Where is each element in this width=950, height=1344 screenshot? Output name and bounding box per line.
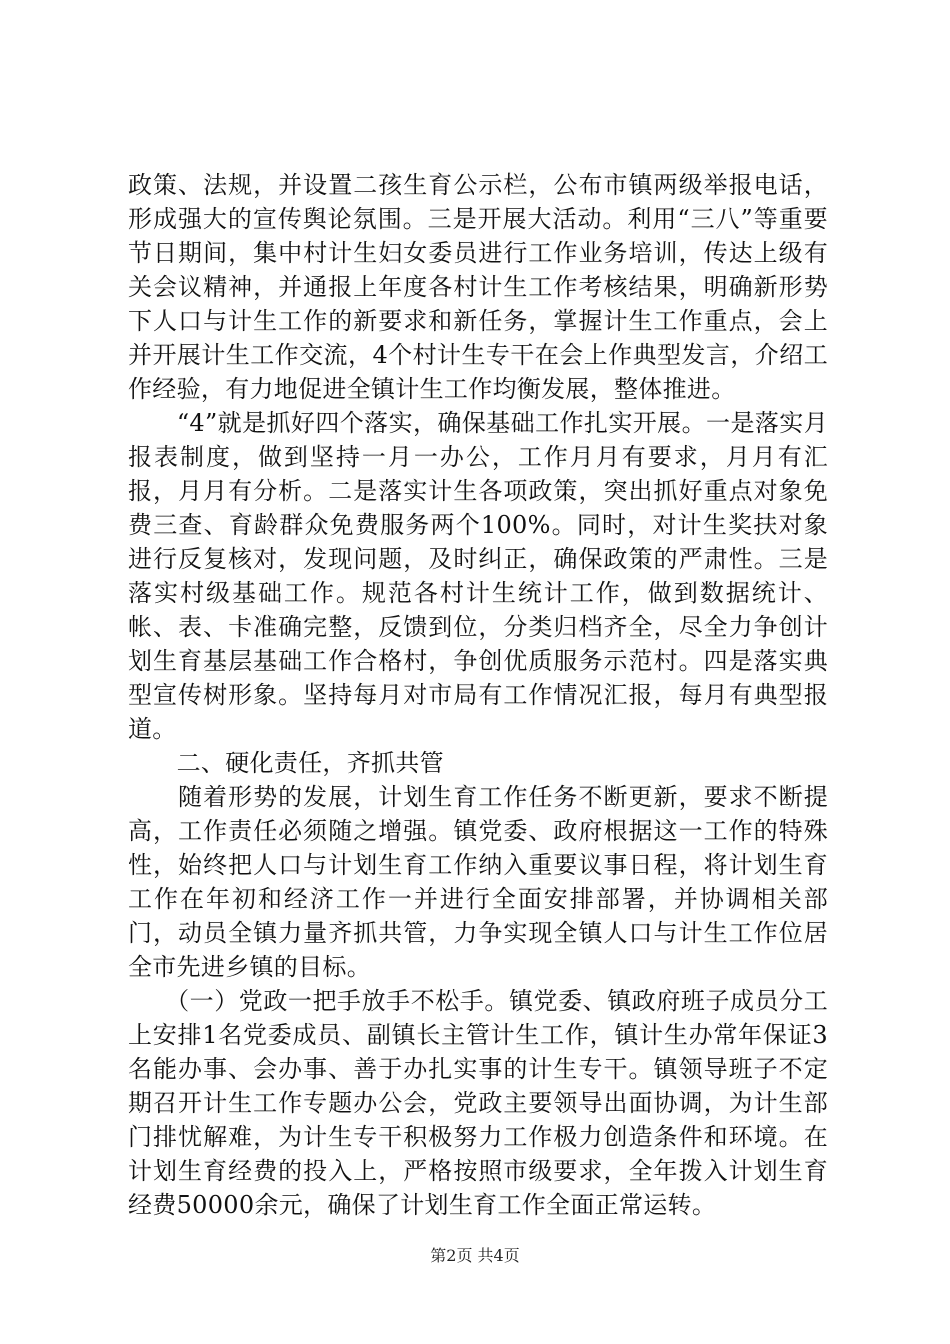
page-footer <box>0 1246 950 1266</box>
page-number-label: 第2页 共4页 <box>430 1246 520 1265</box>
paragraph-responsibility: 随着形势的发展，计划生育工作任务不断更新，要求不断提高，工作责任必须随之增强。镇党委、政府根据这一工作的特殊性，始终把人口与计划生育工作纳入重要议事日程，将计划生育工作在年初和经济工作一并进行全面安排部署，并协调相关部门，动员全镇力量齐抓共管，力争实现全镇人口与计生工作位居全市先进乡镇的目标。 <box>128 783 828 981</box>
paragraph-four-implementations: “4”就是抓好四个落实，确保基础工作扎实开展。一是落实月报表制度，做到坚持一月一办公，工作月月有要求，月月有汇报，月月有分析。二是落实计生各项政策，突出抓好重点对象免费三查、育龄群众免费服务两个100%。同时，对计生奖扶对象进行反复核对，发现问题，及时纠正，确保政策的严肃性。三是落实村级基础工作。规范各村计生统计工作，做到数据统计、帐、表、卡准确完整，反馈到位，分类归档齐全，尽全力争创计划生育基层基础工作合格村，争创优质服务示范村。四是落实典型宣传树形象。坚持每月对市局有工作情况汇报，每月有典型报道。 <box>128 409 828 743</box>
paragraph-publicity: 政策、法规，并设置二孩生育公示栏，公布市镇两级举报电话，形成强大的宣传舆论氛围。三是开展大活动。利用“三八”等重要节日期间，集中村计生妇女委员进行工作业务培训，传达上级有关会议精神，并通报上年度各村计生工作考核结果，明确新形势下人口与计生工作的新要求和新任务，掌握计生工作重点，会上并开展计生工作交流，4个村计生专干在会上作典型发言，介绍工作经验，有力地促进全镇计生工作均衡发展，整体推进。 <box>128 171 828 403</box>
document-body <box>128 168 828 1222</box>
section-heading-responsibility: 二、硬化责任，齐抓共管 <box>128 749 444 777</box>
paragraph-party-leadership: （一）党政一把手放手不松手。镇党委、镇政府班子成员分工上安排1名党委成员、副镇长主管计生工作，镇计生办常年保证3名能办事、会办事、善于办扎实事的计生专干。镇领导班子不定期召开计生工作专题办公会，党政主要领导出面协调，为计生部门排忧解难，为计生专干积极努力工作极力创造条件和环境。在计划生育经费的投入上，严格按照市级要求，全年拨入计划生育经费50000余元，确保了计划生育工作全面正常运转。 <box>128 987 828 1219</box>
